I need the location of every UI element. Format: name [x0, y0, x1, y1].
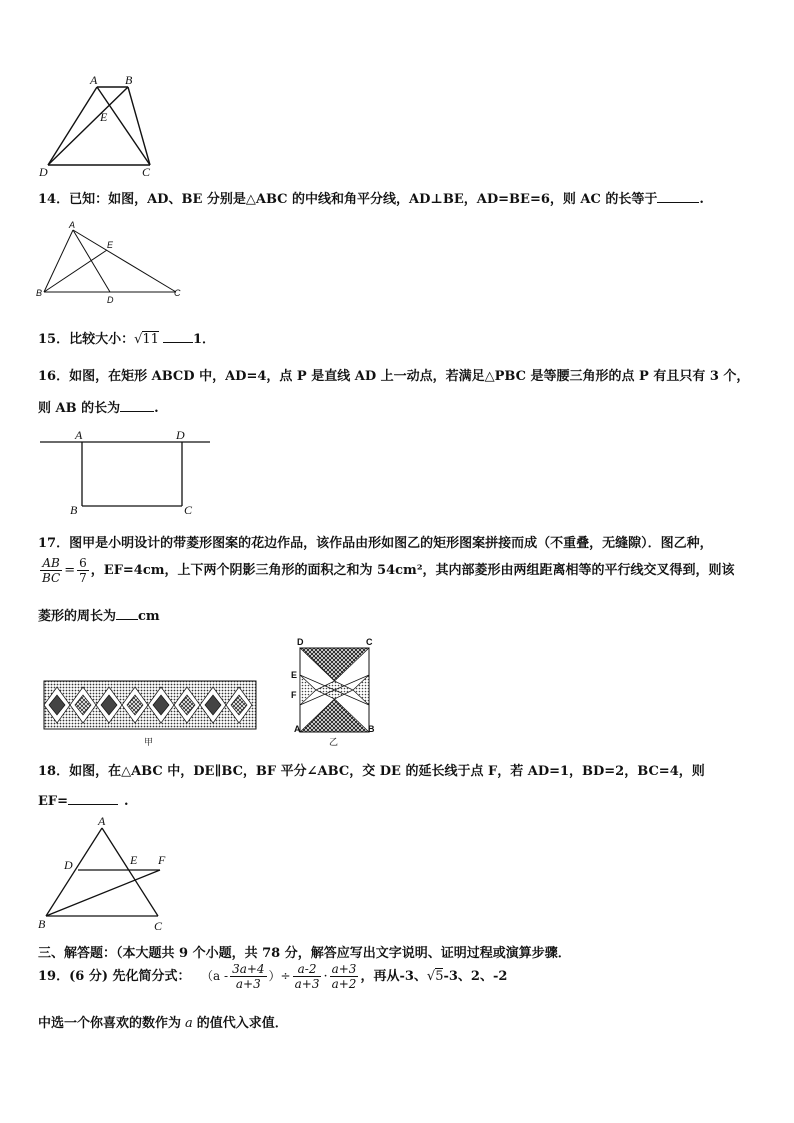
question-19-line-2	[38, 1012, 288, 1031]
sqrt-value: 5	[435, 969, 444, 984]
label-d: D	[39, 165, 48, 179]
fraction-numerator: a-2	[297, 962, 317, 976]
label-a: A	[75, 428, 83, 442]
label-b: B	[38, 917, 46, 931]
label-b: B	[368, 724, 375, 734]
figure-14-triangle	[36, 222, 186, 304]
question-19-tail-2: -3、2、-2	[443, 969, 508, 984]
question-18-line-2	[38, 792, 129, 809]
label-b: B	[36, 288, 43, 298]
label-f: F	[291, 690, 297, 700]
variable-a: a	[185, 1016, 193, 1031]
question-15-prefix: 15．比较大小：	[38, 332, 135, 347]
figure-18-triangle	[36, 816, 176, 934]
label-c: C	[174, 288, 181, 298]
label-b: B	[125, 73, 133, 87]
fraction-numerator: 6	[79, 556, 87, 570]
label-c: C	[142, 165, 151, 179]
label-d: D	[64, 858, 73, 872]
fraction-numerator: a+3	[331, 962, 357, 976]
figure-17-strip-jia	[44, 680, 258, 750]
label-e: E	[130, 853, 138, 867]
section-3-heading: 三、解答题：（本大题共 9 个小题，共 78 分，解答应写出文字说明、证明过程或演算步骤．	[38, 946, 571, 961]
question-15-suffix: 1．	[192, 332, 215, 347]
fraction-denominator: a+3	[230, 976, 266, 991]
sqrt-symbol: √	[426, 969, 436, 984]
label-c: C	[184, 503, 193, 517]
question-19-prefix: 19．(6 分) 先化简分式：	[38, 969, 191, 984]
question-17-line-1: 17．图甲是小明设计的带菱形图案的花边作品，该作品由形如图乙的矩形图案拼接而成（不重叠，无缝隙）．图乙种，	[38, 536, 713, 551]
question-14-end: .	[699, 192, 704, 207]
question-19-text-end: 的值代入求值．	[196, 1016, 288, 1031]
question-17-line-3	[38, 605, 160, 624]
fraction-denominator: BC	[42, 571, 61, 585]
expr-open: （a -	[201, 969, 229, 983]
question-19-line-1	[38, 962, 507, 991]
equals-sign: =	[64, 563, 76, 578]
label-d: D	[107, 295, 114, 305]
question-15	[38, 328, 215, 347]
answer-blank-14[interactable]	[657, 190, 699, 203]
label-a: A	[294, 724, 301, 734]
answer-blank-15[interactable]	[163, 330, 193, 343]
label-e: E	[107, 240, 114, 250]
fraction-denominator: a+3	[294, 977, 320, 991]
question-17-text: ，EF=4cm，上下两个阴影三角形的面积之和为 54cm²，其内部菱形由两组距离相等的平行线交叉得到，则该	[90, 563, 735, 578]
fraction-3	[330, 962, 359, 991]
fraction-ab-bc	[40, 556, 62, 585]
label-e: E	[291, 670, 298, 680]
label-b: B	[70, 503, 78, 517]
caption-jia: 甲	[144, 738, 154, 748]
figure-17-rectangle-yi	[286, 636, 382, 748]
fraction-2	[293, 962, 322, 991]
question-17-line-2	[38, 556, 735, 585]
sqrt-symbol: √	[134, 332, 143, 347]
label-a: A	[98, 814, 106, 828]
label-e: E	[100, 110, 108, 124]
question-16-text: 则 AB 的长为	[38, 401, 121, 416]
question-18-line-1: 18．如图，在△ABC 中，DE∥BC，BF 平分∠ABC，交 DE 的延长线于点 F，若 AD=1，BD=2，BC=4，则	[38, 764, 705, 779]
question-16-end: .	[154, 401, 159, 416]
label-f: F	[158, 853, 166, 867]
caption-yi: 乙	[329, 738, 339, 748]
label-d: D	[176, 428, 185, 442]
fraction-denominator: a+2	[331, 977, 357, 991]
question-19-tail: ，再从-3、	[360, 969, 427, 984]
answer-blank-16[interactable]	[120, 399, 154, 412]
label-c: C	[154, 919, 163, 933]
fraction-1	[230, 962, 266, 991]
label-d: D	[297, 637, 304, 647]
question-14	[38, 188, 704, 207]
label-a: A	[90, 73, 98, 87]
fraction-denominator: 7	[79, 571, 87, 585]
expr-close-divide: ）÷	[268, 969, 291, 983]
question-18-end: .	[124, 794, 129, 809]
question-17-unit: cm	[138, 609, 160, 624]
fraction-numerator: 3a+4	[232, 962, 265, 976]
answer-blank-18[interactable]	[68, 792, 118, 805]
figure-13-trapezoid	[36, 72, 166, 182]
question-19-text: 中选一个你喜欢的数作为	[38, 1016, 182, 1031]
answer-blank-17[interactable]	[116, 607, 138, 620]
figure-16-rectangle	[40, 428, 215, 518]
label-a: A	[69, 220, 76, 230]
multiply-dot: ·	[323, 969, 328, 984]
question-14-text: 14．已知：如图，AD、BE 分别是△ABC 的中线和角平分线，AD⊥BE，AD=BE=6，则 AC 的长等于	[38, 192, 658, 207]
fraction-numerator: AB	[42, 556, 60, 570]
question-16-line-2	[38, 397, 159, 416]
fraction-6-7	[77, 556, 89, 585]
sqrt-value: 11	[142, 332, 159, 347]
question-16-line-1: 16．如图，在矩形 ABCD 中，AD=4，点 P 是直线 AD 上一动点，若满足△PBC 是等腰三角形的点 P 有且只有 3 个，	[38, 369, 750, 384]
question-18-text: EF=	[38, 794, 69, 809]
label-c: C	[366, 637, 373, 647]
question-17-text: 菱形的周长为	[38, 609, 117, 624]
